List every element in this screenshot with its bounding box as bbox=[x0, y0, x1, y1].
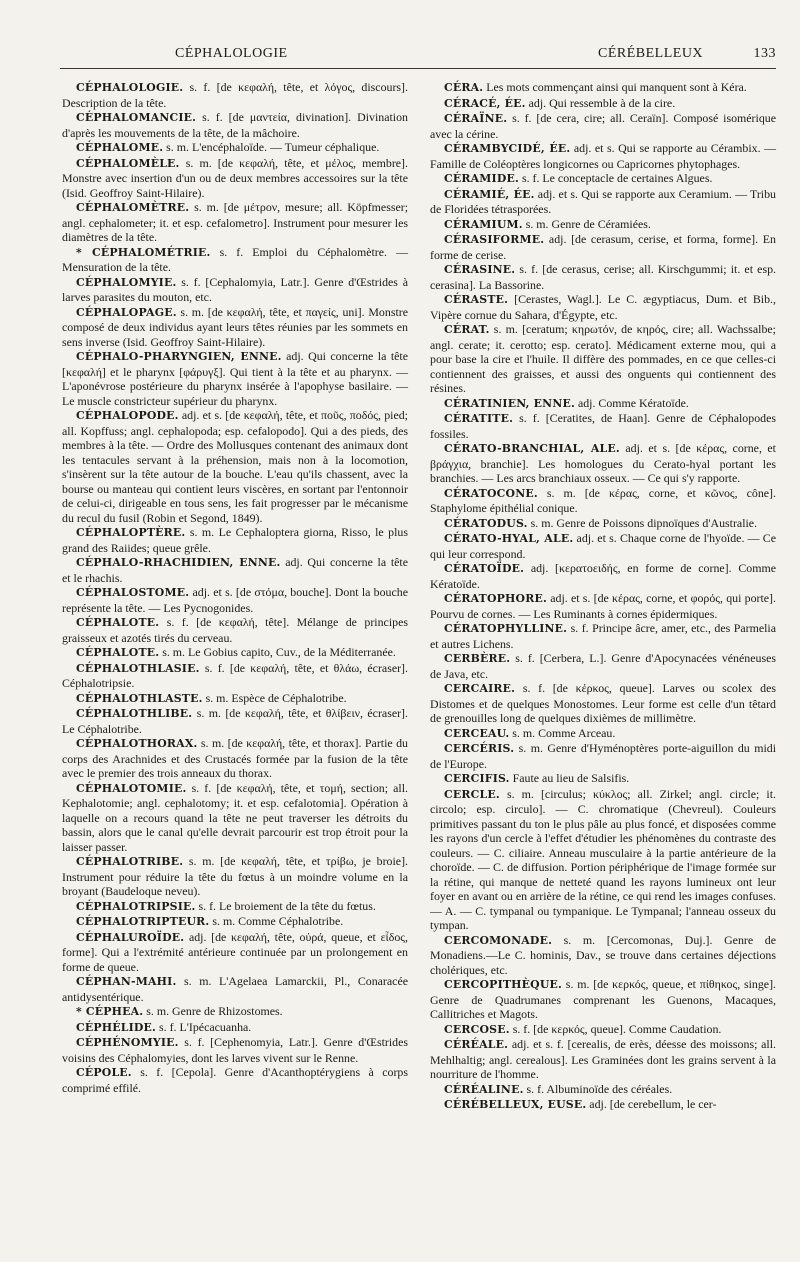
dictionary-entry bbox=[62, 899, 408, 915]
entry-headword: CÉPHALOTRIPTEUR. bbox=[76, 915, 210, 928]
entry-definition: s. m. [de μέτρον, mesure; all. Köpfmesser; angl. cephalometer; it. et esp. cefalometro]. Instrument pour mesurer les diamètres de la tête. bbox=[62, 200, 408, 244]
header-rule bbox=[60, 68, 776, 69]
dictionary-entry bbox=[62, 854, 408, 899]
entry-headword: CERBÈRE. bbox=[444, 652, 511, 665]
entry-headword: CÉRAÏNE. bbox=[444, 112, 508, 125]
entry-headword: CÉPHALOTE. bbox=[76, 616, 160, 629]
entry-headword: CÉPHÉNOMYIE. bbox=[76, 1036, 179, 1049]
entry-definition: s. m. [Cercomonas, Duj.]. Genre de Monadiens.—Le C. hominis, Dav., se trouve dans certaines déjections cholériques, etc. bbox=[430, 932, 776, 977]
entry-headword: CÉRÉALINE. bbox=[444, 1082, 524, 1096]
dictionary-entry bbox=[430, 561, 776, 591]
entry-headword: CÉPHALOMYIE. bbox=[76, 275, 177, 289]
dictionary-entry bbox=[430, 396, 776, 412]
entry-definition: [Cerastes, Wagl.]. Le C. ægyptiacus, Dum. et Bib., Vipère cornue du Sahara, d'Égypte, etc. bbox=[430, 292, 776, 322]
entry-definition: s. f. Le broiement de la tête du fœtus. bbox=[195, 898, 376, 913]
entry-definition: adj. et s. [de κέρας, corne, et φορός, qui porte]. Pourvu de cornes. — Les Ruminants à cornes épidermiques. bbox=[430, 591, 776, 621]
entry-headword: CERCOSE. bbox=[444, 1022, 510, 1036]
running-header bbox=[60, 46, 776, 68]
dictionary-entry bbox=[430, 771, 776, 787]
entry-headword: CÉRAT. bbox=[444, 323, 490, 336]
dictionary-entry bbox=[62, 691, 408, 707]
entry-headword: CÉRATITE. bbox=[444, 412, 514, 425]
entry-headword: CÉPHALO-PHARYNGIEN, ENNE. bbox=[76, 350, 282, 363]
entry-headword: CÉRA. bbox=[444, 81, 484, 94]
entry-headword: CÉPOLE. bbox=[76, 1066, 132, 1079]
entry-definition: s. m. Genre de Céramiées. bbox=[522, 216, 651, 231]
entry-definition: s. f. [Cephalomyia, Latr.]. Genre d'Œstrides à larves parasites du mouton, etc. bbox=[62, 274, 408, 304]
entry-definition: s. f. [Ceratites, de Haan]. Genre de Céphalopodes fossiles. bbox=[430, 411, 776, 441]
dictionary-entry bbox=[430, 681, 776, 726]
entry-headword: CÉRATINIEN, ENNE. bbox=[444, 396, 575, 410]
entry-definition: s. m. [circulus; κύκλος; all. Zirkel; angl. circle; it. circolo; esp. circulo]. — C. chromatique (Chevreul). Couleurs primitives passant du ton le plus pâle au plus foncé, et disposées comme les rayons d'un cercle à l'effet d'étudier les phénomènes du contraste des couleurs. — C. ciliaire. Anneau musculaire à la partie antérieure de la choroïde. — C. de diffusion. Portion périphérique de l'image formée sur la rétine, qui manque de netteté quand les rayons lumineux ont leur foyer en avant ou en arrière de la rétine, ce qui rend les images confuses. — A. — C. tympanal ou tympanique. Le Tympanal; l'anneau osseux du tympan. bbox=[430, 786, 776, 932]
entry-definition: s. f. [Cepola]. Genre d'Acanthoptérygiens à corps comprimé effilé. bbox=[62, 1065, 408, 1095]
entry-definition: adj. Qui concerne la tête [κεφαλή] et le pharynx [φάρυγξ]. Qui tient à la tête et au pharynx. — L'aponévrose postérieure du pharynx insérée à l'apophyse basilaire. — Le muscle constricteur supérieur du pharynx. bbox=[62, 349, 408, 408]
entry-definition: s. f. Le conceptacle de certaines Algues. bbox=[518, 171, 713, 185]
entry-headword: CÉPHALOME. bbox=[76, 141, 164, 154]
entry-headword: CÉPHALOTHORAX. bbox=[76, 737, 198, 750]
entry-headword: CÉRAMIÉ, ÉE. bbox=[444, 187, 535, 201]
entry-definition: adj. Qui ressemble à de la cire. bbox=[525, 95, 676, 110]
entry-definition: s. m. [de κεφαλή, tête, et τρίβω, je broie]. Instrument pour réduire la tête du fœtus à un moindre volume en la broyant (Baudeloque neveu). bbox=[62, 854, 408, 898]
entry-definition: s. m. Comme Arceau. bbox=[509, 725, 616, 740]
entry-headword: CÉRATOÏDE. bbox=[444, 562, 525, 575]
dictionary-entry bbox=[62, 80, 408, 110]
dictionary-entry bbox=[62, 736, 408, 781]
dictionary-entry bbox=[430, 726, 776, 742]
dictionary-entry bbox=[430, 651, 776, 681]
entry-headword: CÉPHALO-RHACHIDIEN, ENNE. bbox=[76, 556, 281, 569]
dictionary-entry bbox=[62, 275, 408, 305]
dictionary-entry bbox=[62, 245, 408, 275]
dictionary-entry bbox=[430, 187, 776, 217]
entry-definition: adj. [de cerasum, cerise, et forma, forme]. En forme de cerise. bbox=[430, 232, 776, 262]
left-column bbox=[62, 80, 408, 1095]
dictionary-entry bbox=[430, 80, 776, 96]
dictionary-entry bbox=[430, 171, 776, 187]
entry-headword: * CÉPHALOMÉTRIE. bbox=[76, 245, 211, 259]
dictionary-entry bbox=[62, 914, 408, 930]
dictionary-entry bbox=[430, 1037, 776, 1082]
dictionary-entry bbox=[430, 1082, 776, 1098]
dictionary-entry bbox=[62, 1004, 408, 1020]
dictionary-entry bbox=[62, 1020, 408, 1036]
entry-definition: adj. et s. Qui se rapporte aux Ceramium. — Tribu de Floridées tétrasporées. bbox=[430, 186, 776, 216]
entry-definition: adj. [de cerebellum, le cer- bbox=[586, 1097, 717, 1111]
entry-headword: CÉRATO-HYAL, ALE. bbox=[444, 532, 574, 545]
entry-definition: adj. et s. [de κεφαλή, tête, et ποῦς, ποδός, pied; all. Kopffuss; angl. cephalopoda; esp. cefalopodo]. Qui a des pieds, des membres à la tête. — Ordre des Mollusques contenant des animaux dont les tentacules servant à la préhension, mais non à la locomotion, s'insèrent sur la tête autour de la bouche. L'eau qu'ils chassent, avec la bourse ou manteau qui contient leurs viscères, en sortant par l'entonnoir de celui-ci, dirigeable en tous sens, les fait progresser par le mécanisme du recul du fusil (Robin et Segond, 1849). bbox=[62, 408, 408, 525]
entry-headword: CÉRATOPHORE. bbox=[444, 592, 547, 605]
dictionary-entry bbox=[62, 645, 408, 661]
entry-headword: CÉPHALOMANCIE. bbox=[76, 111, 197, 124]
dictionary-entry bbox=[62, 349, 408, 408]
entry-definition: s. f. [de κεφαλή, tête, et θλάω, écraser]. Céphalotripsie. bbox=[62, 660, 408, 690]
entry-definition: adj. [κερατοειδής, en forme de corne]. Comme Kératoïde. bbox=[430, 561, 776, 591]
dictionary-entry bbox=[430, 292, 776, 322]
entry-headword: CÉRATODUS. bbox=[444, 516, 528, 530]
entry-definition: s. f. [de μαντεία, divination]. Divination d'après les mouvements de la tête, de la mâchoire. bbox=[62, 110, 408, 140]
entry-definition: s. f. [de κερκός, queue]. Comme Caudation. bbox=[509, 1021, 722, 1036]
dictionary-entry bbox=[430, 262, 776, 292]
entry-definition: s. m. Comme Céphalotribe. bbox=[209, 914, 344, 928]
dictionary-entry bbox=[430, 96, 776, 112]
entry-definition: s. m. Genre d'Hyménoptères porte-aiguillon du midi de l'Europe. bbox=[430, 741, 776, 771]
entry-headword: CÉPHALOTRIPSIE. bbox=[76, 899, 196, 913]
dictionary-entry bbox=[430, 531, 776, 561]
dictionary-entry bbox=[430, 141, 776, 171]
dictionary-entry bbox=[430, 486, 776, 516]
entry-headword: CERCOPITHÈQUE. bbox=[444, 978, 563, 991]
dictionary-entry bbox=[62, 408, 408, 525]
entry-headword: CÉRAMIDE. bbox=[444, 172, 519, 185]
dictionary-entry bbox=[62, 706, 408, 736]
entry-definition: adj. et s. f. [cerealis, de erès, déesse des moissons; all. Mehlhaltig; angl. cerealous]. Les Graminées dont les grains servent à la nourriture de l'homme. bbox=[430, 1037, 776, 1081]
entry-headword: CÉPHAN-MAHI. bbox=[76, 975, 177, 988]
entry-definition: s. m. Espèce de Céphalotribe. bbox=[202, 690, 347, 705]
dictionary-entry bbox=[62, 930, 408, 975]
dictionary-entry bbox=[62, 110, 408, 140]
entry-definition: Les mots commençant ainsi qui manquent sont à Kéra. bbox=[483, 80, 747, 94]
header-right-title: CÉRÉBELLEUX bbox=[598, 46, 704, 61]
dictionary-entry bbox=[430, 591, 776, 621]
dictionary-entry bbox=[430, 1022, 776, 1038]
dictionary-entry bbox=[62, 615, 408, 645]
dictionary-entry bbox=[62, 305, 408, 350]
entry-headword: CERCOMONADE. bbox=[444, 933, 553, 947]
entry-headword: CÉPHALOTE. bbox=[76, 646, 160, 659]
entry-headword: CÉRATOPHYLLINE. bbox=[444, 622, 568, 635]
entry-definition: s. m. L'encéphaloïde. — Tumeur céphalique. bbox=[163, 140, 380, 154]
entry-definition: s. f. [Cephenomyia, Latr.]. Genre d'Œstrides voisins des Céphalomyies, dont les larves vivent sur le Renne. bbox=[62, 1035, 408, 1065]
entry-definition: s. f. [de κεφαλή, tête, et λόγος, discours]. Description de la tête. bbox=[62, 80, 408, 110]
entry-definition: s. m. [de κεφαλή, tête, et μέλος, membre]. Monstre avec insertion d'un ou de deux membres accessoires sur la tête (Isid. Geoffroy Saint-Hilaire). bbox=[62, 155, 408, 200]
entry-headword: CERCLE. bbox=[444, 787, 500, 801]
entry-definition: adj. et s. [de κέρας, corne, et βράγχια, branchie]. Les homologues du Cerato-hyal portant les branchies. — Les arcs branchiaux osseux. — Ce qui s'y rapporte. bbox=[430, 441, 776, 485]
entry-headword: CÉPHALOTHLASIE. bbox=[76, 661, 200, 675]
dictionary-entry bbox=[62, 1035, 408, 1065]
dictionary-entry bbox=[62, 140, 408, 156]
dictionary-entry bbox=[62, 525, 408, 555]
dictionary-entry bbox=[430, 217, 776, 233]
entry-headword: CÉPHALOPTÈRE. bbox=[76, 526, 186, 539]
dictionary-entry bbox=[430, 621, 776, 651]
dictionary-entry bbox=[430, 933, 776, 978]
entry-headword: CÉRÉBELLEUX, EUSE. bbox=[444, 1098, 587, 1111]
entry-headword: CÉPHALOSTOME. bbox=[76, 586, 190, 599]
dictionary-entry bbox=[430, 232, 776, 262]
dictionary-entry bbox=[62, 974, 408, 1004]
dictionary-entry bbox=[430, 516, 776, 532]
dictionary-entry bbox=[62, 661, 408, 691]
entry-headword: CÉPHALOMÈLE. bbox=[76, 156, 180, 170]
entry-definition: s. m. Genre de Poissons dipnoïques d'Australie. bbox=[527, 515, 758, 530]
entry-headword: CÉRASINE. bbox=[444, 263, 516, 276]
entry-headword: CÉPHALOTRIBE. bbox=[76, 855, 184, 868]
entry-headword: CÉRATO-BRANCHIAL, ALE. bbox=[444, 442, 620, 455]
entry-headword: * CÉPHEA. bbox=[76, 1005, 144, 1018]
entry-definition: adj. et s. Qui se rapporte au Cérambix. — Famille de Coléoptères longicornes ou Capricornes phytophages. bbox=[430, 141, 777, 171]
entry-headword: CÉRAMBYCIDÉ, ÉE. bbox=[444, 142, 571, 155]
entry-definition: s. f. Emploi du Céphalomètre. — Mensuration de la tête. bbox=[62, 244, 408, 274]
entry-definition: s. f. Principe âcre, amer, etc., des Parmelia et autres Lichens. bbox=[430, 621, 776, 651]
entry-definition: s. m. Genre de Rhizostomes. bbox=[143, 1004, 283, 1018]
entry-definition: s. m. L'Agelaea Lamarckii, Pl., Conaracée antidysentérique. bbox=[62, 974, 408, 1004]
entry-headword: CÉPHALOTHLASTE. bbox=[76, 691, 203, 705]
dictionary-entry bbox=[430, 322, 776, 396]
entry-headword: CÉPHALOMÈTRE. bbox=[76, 201, 190, 214]
entry-headword: CÉRÉALE. bbox=[444, 1038, 509, 1051]
entry-definition: s. m. [de κερκός, queue, et πίθηκος, singe]. Genre de Quadrumanes comprenant les Guenons, Macaques, Callitriches et Magots. bbox=[430, 977, 776, 1021]
entry-headword: CÉRATOCONE. bbox=[444, 486, 538, 500]
entry-headword: CERCIFIS. bbox=[444, 772, 510, 785]
entry-headword: CÉPHALOLOGIE. bbox=[76, 81, 184, 94]
entry-headword: CÉPHALOTOMIE. bbox=[76, 781, 187, 795]
entry-headword: CÉRASIFORME. bbox=[444, 233, 545, 246]
entry-headword: CÉRAMIUM. bbox=[444, 217, 523, 231]
entry-definition: adj. Comme Kératoïde. bbox=[574, 395, 689, 410]
dictionary-entry bbox=[62, 585, 408, 615]
dictionary-entry bbox=[430, 1097, 776, 1113]
entry-definition: s. f. L'Ipécacuanha. bbox=[156, 1019, 252, 1034]
dictionary-entry bbox=[430, 741, 776, 771]
entry-headword: CERCÉRIS. bbox=[444, 742, 515, 755]
entry-definition: s. f. Albuminoïde des céréales. bbox=[523, 1081, 673, 1096]
entry-definition: s. m. Le Gobius capito, Cuv., de la Méditerranée. bbox=[159, 645, 396, 659]
entry-definition: s. m. Le Cephaloptera giorna, Risso, le plus grand des Raiides; queue grêle. bbox=[62, 525, 408, 555]
entry-definition: s. f. [de κεφαλή, tête, et τομή, section; all. Kephalotomie; angl. cephalotomy; it. et esp. cefalotomia]. Opération à laquelle on a recours quand la tête ne peut traverser les détroits du bassin, alors que le canal qu'elle devrait parcourir est trop étroit pour la laisser passer. bbox=[62, 780, 408, 854]
entry-definition: s. m. [de κέρας, corne, et κῶνος, cône]. Staphylome épithélial conique. bbox=[430, 485, 776, 515]
entry-definition: s. m. [de κεφαλή, tête, et thorax]. Partie du corps des Arachnides et des Crustacés formée par la fusion de la tête avec le premier des trois anneaux du thorax. bbox=[62, 736, 408, 780]
dictionary-entry bbox=[430, 441, 776, 486]
entry-definition: s. f. [de cera, cire; all. Ceraïn]. Composé isomérique avec la cérine. bbox=[430, 111, 776, 141]
entry-headword: CERCAIRE. bbox=[444, 682, 516, 695]
entry-definition: s. f. [de cerasus, cerise; all. Kirschgummi; it. et esp. cerasina]. La Bassorine. bbox=[430, 262, 776, 292]
dictionary-entry bbox=[430, 787, 776, 933]
entry-definition: adj. et s. Chaque corne de l'hyoïde. — Ce qui leur correspond. bbox=[430, 531, 776, 561]
entry-headword: CERCEAU. bbox=[444, 726, 510, 740]
dictionary-entry bbox=[62, 200, 408, 245]
entry-headword: CÉPHALUROÏDE. bbox=[76, 930, 185, 944]
entry-definition: s. m. [de κεφαλή, tête, et παγείς, uni]. Monstre composé de deux individus ayant leurs têtes réunies par les sommets en sens inverse (Isid. Geoffroy Saint-Hilaire). bbox=[62, 304, 408, 349]
entry-definition: adj. Qui concerne la tête et le rhachis. bbox=[62, 555, 408, 585]
entry-definition: Faute au lieu de Salsifis. bbox=[509, 771, 630, 785]
entry-definition: s. f. [de κέρκος, queue]. Larves ou scolex des Distomes et de quelques Monostomes. Leur forme est celle d'un têtard de grenouilles long de quelques dixièmes de millimètre. bbox=[430, 681, 776, 725]
entry-headword: CÉPHALOPODE. bbox=[76, 409, 179, 422]
dictionary-entry bbox=[430, 411, 776, 441]
entry-headword: CÉRASTE. bbox=[444, 293, 509, 306]
dictionary-entry bbox=[62, 555, 408, 585]
entry-definition: s. f. [Cerbera, L.]. Genre d'Apocynacées vénéneuses de Java, etc. bbox=[430, 651, 776, 681]
entry-headword: CÉPHALOTHLIBE. bbox=[76, 707, 193, 720]
dictionary-entry bbox=[62, 781, 408, 855]
header-left-title: CÉPHALOLOGIE bbox=[175, 46, 288, 61]
dictionary-entry bbox=[430, 111, 776, 141]
dictionary-entry bbox=[430, 977, 776, 1022]
dictionary-entry bbox=[62, 1065, 408, 1095]
entry-definition: s. f. [de κεφαλή, tête]. Mélange de principes graisseux et azotés tirés du cerveau. bbox=[62, 615, 408, 645]
right-column bbox=[430, 80, 776, 1113]
entry-definition: s. m. [ceratum; κηρωτόν, de κηρός, cire; all. Wachssalbe; angl. cerate; it. cerotto; esp. cerato]. Médicament externe mou, qui a pour base la cire et l'huile. Il diffère des pommades, en ce que celles-ci contiennent des graisses, et aussi des onguents qui contiennent des résines. bbox=[430, 322, 776, 395]
entry-definition: s. m. [de κεφαλή, tête, et θλίβειν, écraser]. Le Céphalotribe. bbox=[62, 706, 408, 736]
entry-headword: CÉPHALOPAGE. bbox=[76, 305, 177, 319]
dictionary-entry bbox=[62, 156, 408, 201]
entry-definition: adj. et s. [de στόμα, bouche]. Dont la bouche représente la tête. — Les Pycnogonides. bbox=[62, 585, 408, 615]
entry-headword: CÉRACÉ, ÉE. bbox=[444, 96, 526, 110]
page-number: 133 bbox=[753, 46, 776, 61]
entry-definition: adj. [de κεφαλή, tête, οὐρά, queue, et εἶδος, forme]. Qui a l'extrémité antérieure continuée par un prolongement en forme de queue. bbox=[62, 929, 408, 974]
entry-headword: CÉPHÉLIDE. bbox=[76, 1020, 157, 1034]
